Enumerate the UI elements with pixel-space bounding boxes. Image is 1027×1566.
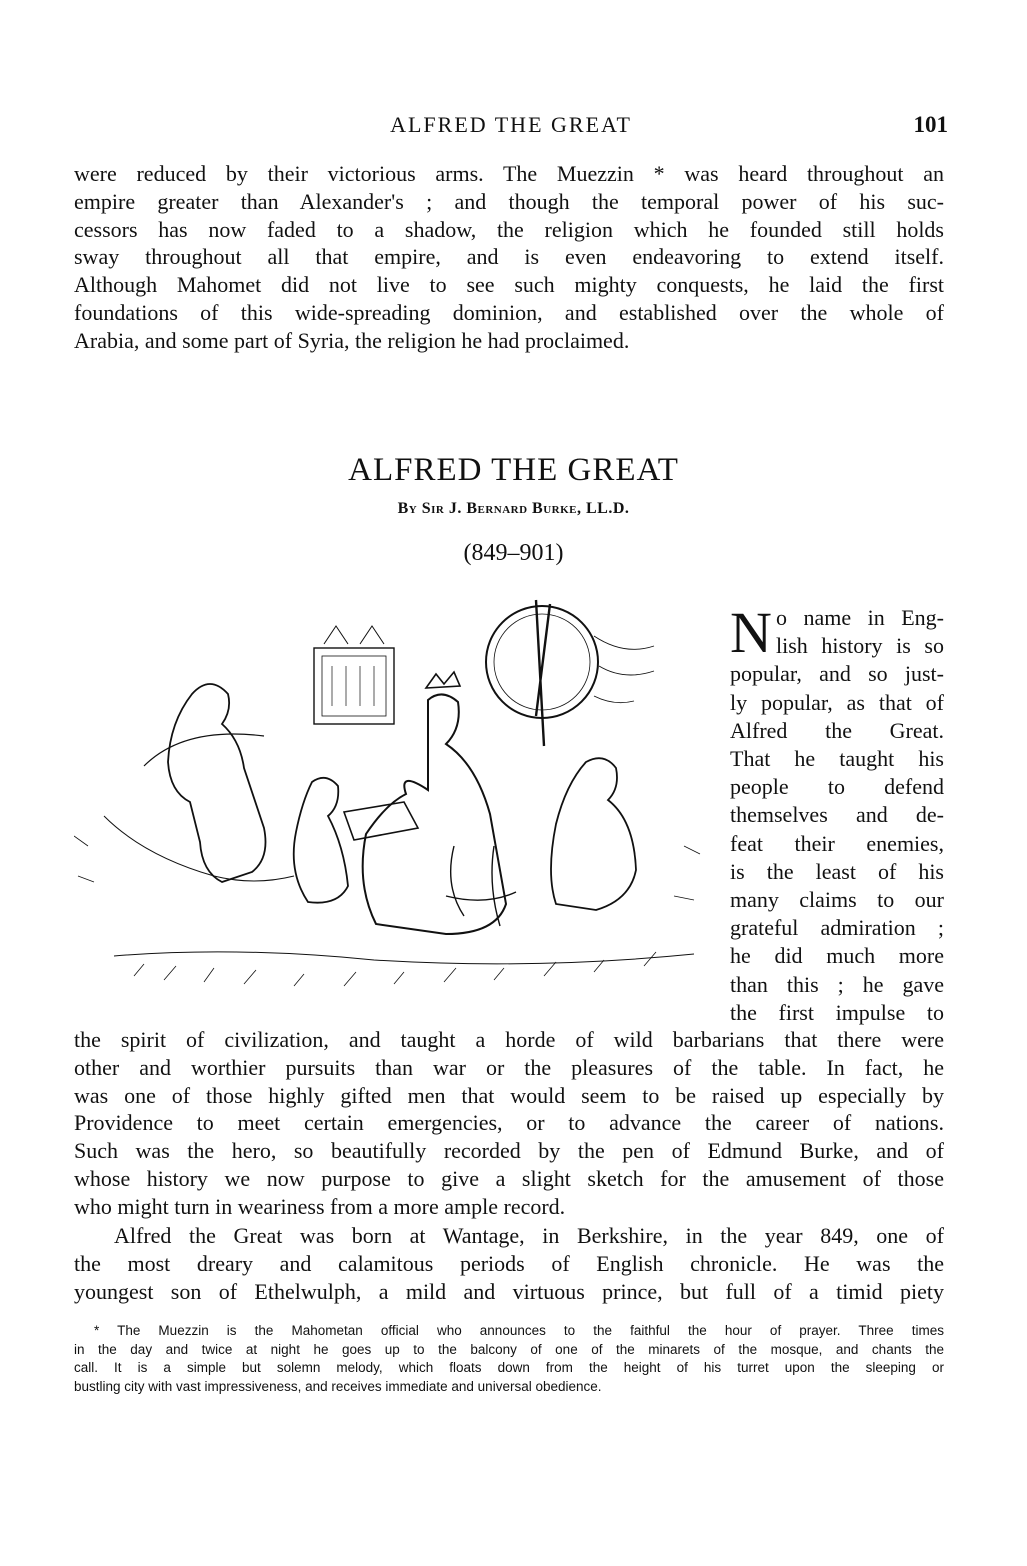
text-line: the spirit of civilization, and taught a horde of wild barbarians that there were	[74, 1027, 944, 1052]
crowned-woman	[363, 694, 506, 934]
footnote-line: in the day and twice at night he goes up to the balcony of one of the minarets of the mosque, and chants the	[74, 1341, 944, 1357]
text-line: whose history we now purpose to give a slight sketch for the amusement of those	[74, 1165, 944, 1191]
text-line: That he taught his	[730, 746, 944, 772]
running-head	[74, 112, 948, 142]
running-head-title: ALFRED THE GREAT	[390, 112, 632, 137]
open-book	[344, 802, 418, 840]
text-line: who might turn in weariness from a more ample record.	[74, 1193, 566, 1219]
page-number: 101	[913, 112, 948, 137]
seated-figure-left	[168, 684, 266, 882]
dropcap-column	[730, 600, 944, 1027]
text-line: is the least of his	[730, 858, 944, 884]
text-line: many claims to our	[730, 887, 944, 913]
crown	[426, 672, 460, 688]
body-paragraph	[74, 1026, 944, 1221]
drop-cap: N	[730, 600, 772, 665]
body-paragraph	[74, 1222, 944, 1305]
text-line: o name in Eng-	[776, 605, 944, 630]
text-line: grateful admiration ;	[730, 915, 944, 941]
text-line: Although Mahomet did not live to see such mighty conquests, he laid the first	[74, 272, 944, 298]
text-line: other and worthier pursuits than war or the pleasures of the table. In fact, he	[74, 1054, 944, 1080]
article-dates: (849–901)	[463, 540, 564, 566]
footnote-line: * The Muezzin is the Mahometan official who announces to the faithful the hour of prayer. Three times	[94, 1323, 944, 1338]
engraving-illustration	[74, 596, 714, 1014]
text-line: Such was the hero, so beautifully recorded by the pen of Edmund Burke, and of	[74, 1138, 944, 1164]
chair	[446, 846, 516, 926]
footnote-line: call. It is a simple but solemn melody, which floats down from the height of his turret upon the sleeping or	[74, 1360, 944, 1375]
text-line: Arabia, and some part of Syria, the religion he had proclaimed.	[74, 327, 630, 353]
text-line: popular, and so just-	[730, 661, 944, 687]
text-line: empire greater than Alexander's ; and though the temporal power of his suc-	[74, 188, 944, 214]
text-line: was one of those highly gifted men that would seem to be raised up especially by	[74, 1082, 944, 1108]
text-line: people to defend	[730, 774, 944, 800]
text-line: the most dreary and calamitous periods of English chronicle. He was the	[74, 1250, 944, 1276]
text-line: lish history is so	[776, 633, 944, 659]
text-line: Alfred the Great.	[730, 717, 944, 743]
text-line: the first impulse to	[730, 999, 944, 1025]
footnote-line: bustling city with vast impressiveness, and receives immediate and universal obedience.	[74, 1378, 602, 1394]
text-line: foundations of this wide-spreading dominion, and established over the whole of	[74, 299, 944, 325]
text-line: youngest son of Ethelwulph, a mild and virtuous prince, but full of a timid piety	[74, 1278, 944, 1304]
text-line: were reduced by their victorious arms. The Muezzin * was heard throughout an	[74, 161, 944, 186]
text-line: cessors has now faded to a shadow, the religion which he founded still holds	[74, 216, 944, 242]
text-line: feat their enemies,	[730, 830, 944, 856]
text-line: ly popular, as that of	[730, 689, 944, 715]
wall-picture-frame	[314, 648, 394, 724]
text-line: sway throughout all that empire, and is even endeavoring to extend itself.	[74, 244, 944, 270]
text-line: Providence to meet certain emergencies, or to advance the career of nations.	[74, 1110, 944, 1136]
child-right	[551, 758, 636, 910]
article-byline: By Sir J. Bernard Burke, LL.D.	[397, 500, 630, 517]
text-line: themselves and de-	[730, 802, 944, 828]
article-title: ALFRED THE GREAT	[348, 452, 679, 488]
text-line: than this ; he gave	[730, 971, 944, 997]
footnote	[74, 1322, 944, 1396]
text-line: Alfred the Great was born at Wantage, in Berkshire, in the year 849, one of	[114, 1223, 944, 1248]
intro-paragraph	[74, 160, 944, 355]
kneeling-child-left	[294, 778, 348, 903]
text-line: he did much more	[730, 943, 944, 969]
